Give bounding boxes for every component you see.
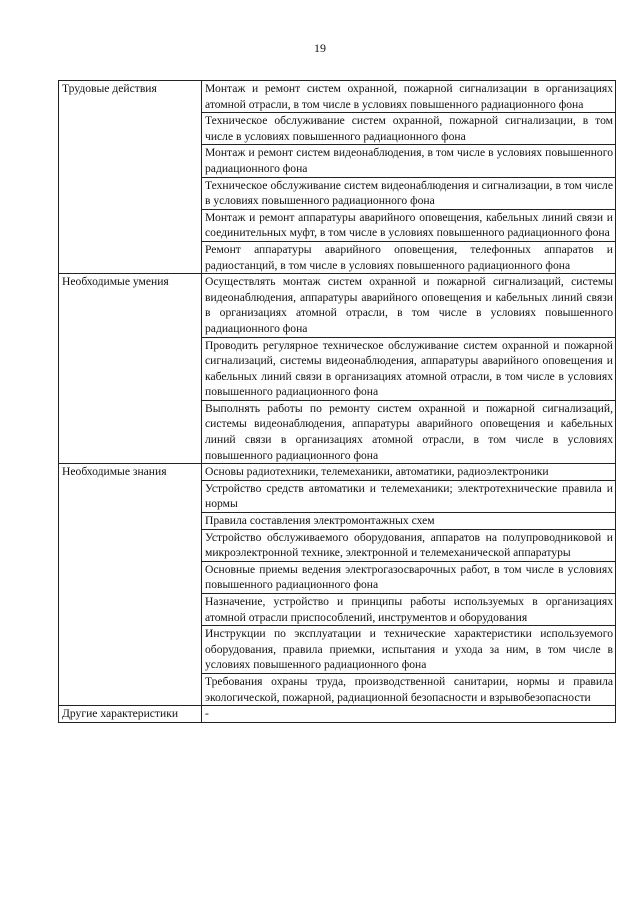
table-cell: Инструкции по эксплуатации и технические характеристики используемого оборудования, правила приемки, испытания и ухода за ним, в том числе в условиях повышенного радиационного фона bbox=[202, 626, 616, 674]
table-row bbox=[59, 81, 616, 113]
table-cell: - bbox=[202, 706, 616, 723]
row-label-required-skills: Необходимые умения bbox=[59, 274, 202, 464]
table-cell: Монтаж и ремонт систем видеонаблюдения, в том числе в условиях повышенного радиационного фона bbox=[202, 145, 616, 177]
table-cell: Ремонт аппаратуры аварийного оповещения, телефонных аппаратов и радиостанций, в том числе в условиях повышенного радиационного фона bbox=[202, 241, 616, 273]
characteristics-table bbox=[58, 80, 616, 723]
table-cell: Техническое обслуживание систем видеонаблюдения и сигнализации, в том числе в условиях повышенного радиационного фона bbox=[202, 177, 616, 209]
table-cell: Требования охраны труда, производственной санитарии, нормы и правила экологической, пожарной, радиационной безопасности и взрывобезопасности bbox=[202, 673, 616, 705]
table-cell: Правила составления электромонтажных схем bbox=[202, 513, 616, 530]
table-row bbox=[59, 274, 616, 337]
table-cell: Осуществлять монтаж систем охранной и пожарной сигнализаций, системы видеонаблюдения, аппаратуры аварийного оповещения и кабельных линий связи в организациях атомной отрасли, в том числе в условиях повышенного радиационного фона bbox=[202, 274, 616, 337]
table-cell: Проводить регулярное техническое обслуживание систем охранной и пожарной сигнализаций, системы видеонаблюдения, аппаратуры аварийного оповещения и кабельных линий связи в организациях атомной отрасли, в том числе в условиях повышенного радиационного фона bbox=[202, 337, 616, 400]
table-body bbox=[59, 81, 616, 723]
table-cell: Основные приемы ведения электрогазосварочных работ, в том числе в условиях повышенного радиационного фона bbox=[202, 561, 616, 593]
table-row bbox=[59, 706, 616, 723]
page-number: 19 bbox=[314, 41, 326, 55]
table-cell: Техническое обслуживание систем охранной, пожарной сигнализации, в том числе в условиях повышенного радиационного фона bbox=[202, 113, 616, 145]
table-cell: Назначение, устройство и принципы работы используемых в организациях атомной отрасли приспособлений, инструментов и оборудования bbox=[202, 594, 616, 626]
table-cell: Выполнять работы по ремонту систем охранной и пожарной сигнализаций, системы видеонаблюдения, аппаратуры аварийного оповещения и кабельных линий связи в организациях атомной отрасли, в том числе в условиях повышенного радиационного фона bbox=[202, 400, 616, 463]
table-cell: Монтаж и ремонт аппаратуры аварийного оповещения, кабельных линий связи и соединительных муфт, в том числе в условиях повышенного радиационного фона bbox=[202, 209, 616, 241]
row-label-required-knowledge: Необходимые знания bbox=[59, 464, 202, 706]
table-cell: Устройство средств автоматики и телемеханики; электротехнические правила и нормы bbox=[202, 480, 616, 512]
row-label-other-characteristics: Другие характеристики bbox=[59, 706, 202, 723]
table-cell: Монтаж и ремонт систем охранной, пожарной сигнализации в организациях атомной отрасли, в том числе в условиях повышенного радиационного фона bbox=[202, 81, 616, 113]
table-row bbox=[59, 464, 616, 481]
table-cell: Устройство обслуживаемого оборудования, аппаратов на полупроводниковой и микроэлектронной технике, электронной и телемеханической аппаратуры bbox=[202, 529, 616, 561]
row-label-labor-actions: Трудовые действия bbox=[59, 81, 202, 274]
table-cell: Основы радиотехники, телемеханики, автоматики, радиоэлектроники bbox=[202, 464, 616, 481]
